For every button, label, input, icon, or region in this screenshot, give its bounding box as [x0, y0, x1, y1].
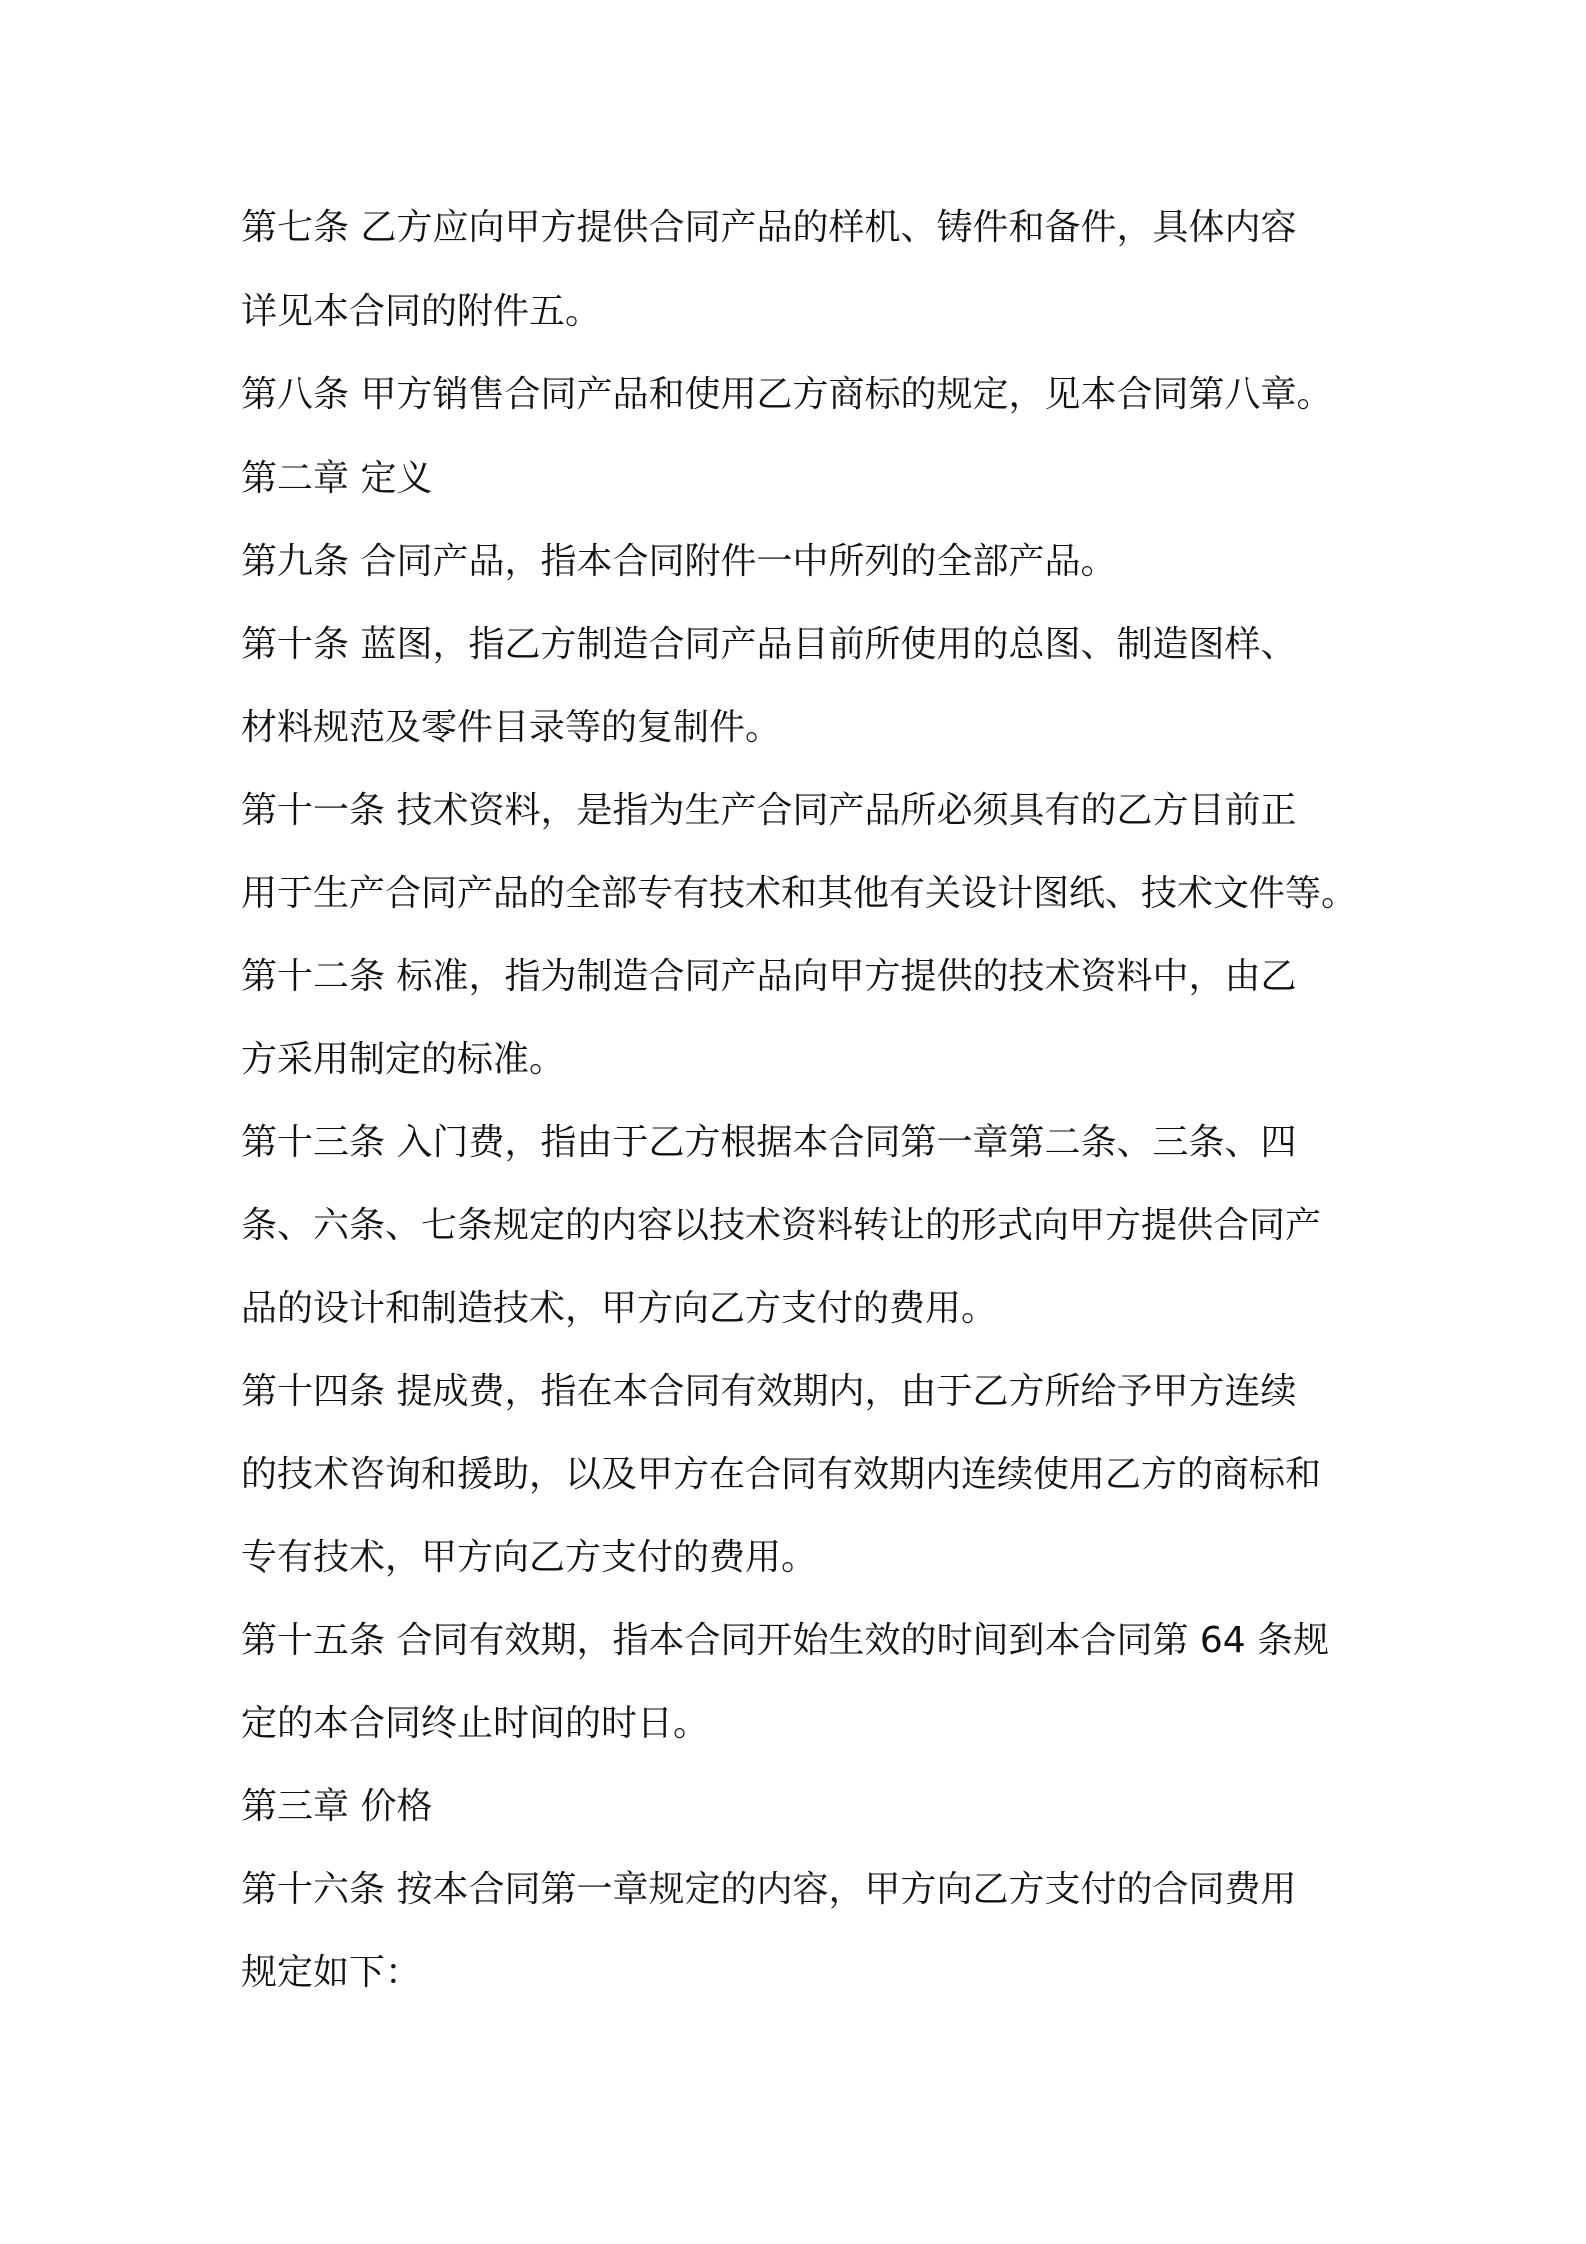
article-16-line-2: 规定如下： [241, 1952, 422, 1993]
article-10-line-1: 第十条 蓝图，指乙方制造合同产品目前所使用的总图、制造图样、 [241, 624, 1297, 665]
article-14-line-3: 专有技术，甲方向乙方支付的费用。 [241, 1537, 818, 1578]
article-9-line-1: 第九条 合同产品，指本合同附件一中所列的全部产品。 [241, 541, 1117, 582]
article-14-line-1: 第十四条 提成费，指在本合同有效期内，由于乙方所给予甲方连续 [241, 1371, 1297, 1412]
article-11-line-2: 用于生产合同产品的全部专有技术和其他有关设计图纸、技术文件等。 [241, 873, 1358, 914]
article-10-line-2: 材料规范及零件目录等的复制件。 [241, 707, 782, 748]
article-13-line-1: 第十三条 入门费，指由于乙方根据本合同第一章第二条、三条、四 [241, 1122, 1297, 1163]
chapter-3-heading: 第三章 价格 [241, 1786, 433, 1827]
article-14-line-2: 的技术咨询和援助，以及甲方在合同有效期内连续使用乙方的商标和 [241, 1454, 1322, 1495]
article-15-line-1: 第十五条 合同有效期，指本合同开始生效的时间到本合同第 64 条规 [241, 1620, 1330, 1661]
article-12-line-1: 第十二条 标准，指为制造合同产品向甲方提供的技术资料中，由乙 [241, 956, 1297, 997]
article-16-line-1: 第十六条 按本合同第一章规定的内容，甲方向乙方支付的合同费用 [241, 1869, 1297, 1910]
chapter-2-heading: 第二章 定义 [241, 458, 433, 499]
article-15-line-2: 定的本合同终止时间的时日。 [241, 1703, 710, 1744]
article-13-line-2: 条、六条、七条规定的内容以技术资料转让的形式向甲方提供合同产 [241, 1205, 1322, 1246]
article-8-line-1: 第八条 甲方销售合同产品和使用乙方商标的规定，见本合同第八章。 [241, 374, 1333, 415]
article-13-line-3: 品的设计和制造技术，甲方向乙方支付的费用。 [241, 1288, 998, 1329]
article-11-line-1: 第十一条 技术资料，是指为生产合同产品所必须具有的乙方目前正 [241, 790, 1297, 831]
article-7-line-2: 详见本合同的附件五。 [241, 291, 602, 332]
article-12-line-2: 方采用制定的标准。 [241, 1039, 566, 1080]
article-7-line-1: 第七条 乙方应向甲方提供合同产品的样机、铸件和备件，具体内容 [241, 207, 1297, 248]
